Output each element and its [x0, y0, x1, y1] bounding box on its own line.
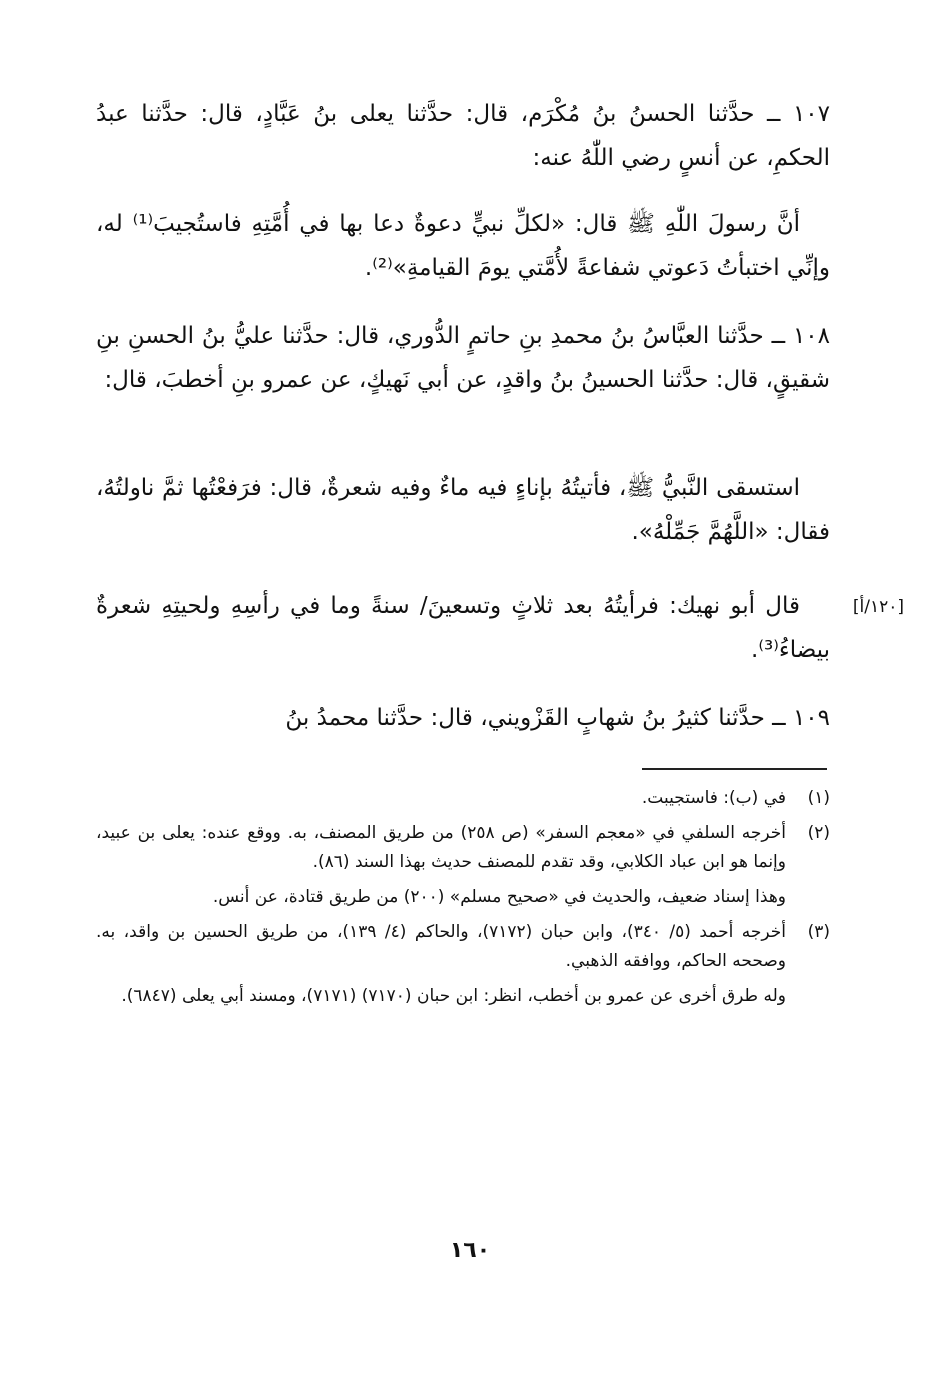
hadith-107-matn [96, 202, 830, 290]
paragraph-text: ١٠٧ ــ حدَّثنا الحسنُ بنُ مُكْرَم، قال: حدَّثنا يعلى بنُ عَبَّادٍ، قال: حدَّثنا عبدُ الحكمِ، عن أنسٍ رضي اللّٰهُ عنه: [96, 101, 830, 171]
footnote-number: (٢) [807, 823, 830, 843]
page-number: ١٦٠ [449, 1238, 491, 1263]
footnote-text: وله طرق أخرى عن عمرو بن أخطب، انظر: ابن حبان (٧١٧٠) (٧١٧١)، ومسند أبي يعلى (٦٨٤٧). [121, 986, 786, 1006]
paragraph-text: ١٠٩ ــ حدَّثنا كثيرُ بنُ شهابٍ القَزْويني، قال: حدَّثنا محمدُ بنُ [285, 705, 830, 731]
hadith-108-matn [96, 466, 830, 554]
footnote-number: (١) [807, 788, 830, 808]
footnote-1 [96, 784, 830, 813]
paragraph-text: استسقى النَّبيُّ ﷺ، فأتيتُهُ بإناءٍ فيه ماءٌ وفيه شعرةٌ، قال: فرَفعْتُها ثمَّ ناولتُهُ، فقال: «اللَّهُمَّ جَمِّلْهُ». [96, 475, 830, 545]
footnote-text: في (ب): فاستجيبت. [641, 788, 786, 808]
footnote-text: أخرجه السلفي في «معجم السفر» (ص ٢٥٨) من طريق المصنف، به. ووقع عنده: يعلى بن عبيد، وإنما هو ابن عباد الكلابي، وقد تقدم للمصنف حديث بهذا السند (٨٦). [96, 823, 786, 872]
footnote-body [96, 918, 786, 1011]
footnote-body [96, 784, 786, 813]
manuscript-folio-reference: [١٢٠/أ] [852, 597, 904, 617]
hadith-108-isnad [96, 314, 830, 402]
paragraph-text: أنَّ رسولَ اللّٰهِ ﷺ قال: «لكلِّ نبيٍّ دعوةٌ دعا بها في أُمَّتِهِ فاستُجيبَ⁽¹⁾ له، وإنِّي اختبأتُ دَعوتي شفاعةً لأُمَّتي يومَ القيامةِ»⁽²⁾. [96, 211, 830, 281]
footnote-2 [96, 819, 830, 912]
footnote-separator [642, 768, 827, 770]
footnote-text: وهذا إسناد ضعيف، والحديث في «صحيح مسلم» (٢٠٠) من طريق قتادة، عن أنس. [212, 887, 786, 907]
footnote-number: (٣) [807, 922, 830, 942]
footnote-body [96, 819, 786, 912]
footnote-3 [96, 918, 830, 1011]
paragraph-text: ١٠٨ ــ حدَّثنا العبَّاسُ بنُ محمدِ بنِ حاتمٍ الدُّوري، قال: حدَّثنا عليُّ بنُ الحسنِ بنِ شقيقٍ، قال: حدَّثنا الحسينُ بنُ واقدٍ، عن أبي نَهيكٍ، عن عمرو بنِ أخطبَ، قال: [96, 323, 830, 393]
hadith-109-isnad [96, 696, 830, 740]
abu-nahik-statement [96, 584, 830, 672]
footnotes [96, 784, 830, 1017]
hadith-107-isnad [96, 92, 830, 180]
paragraph-text: قال أبو نهيك: فرأيتُهُ بعد ثلاثٍ وتسعينَ/ سنةً وما في رأسِهِ ولحيتِهِ شعرةٌ بيضاءُ⁽³⁾. [96, 593, 830, 663]
footnote-text: أخرجه أحمد (٥/ ٣٤٠)، وابن حبان (٧١٧٢)، والحاكم (٤/ ١٣٩)، من طريق الحسين بن واقد، به. وصححه الحاكم، ووافقه الذهبي. [96, 922, 787, 971]
